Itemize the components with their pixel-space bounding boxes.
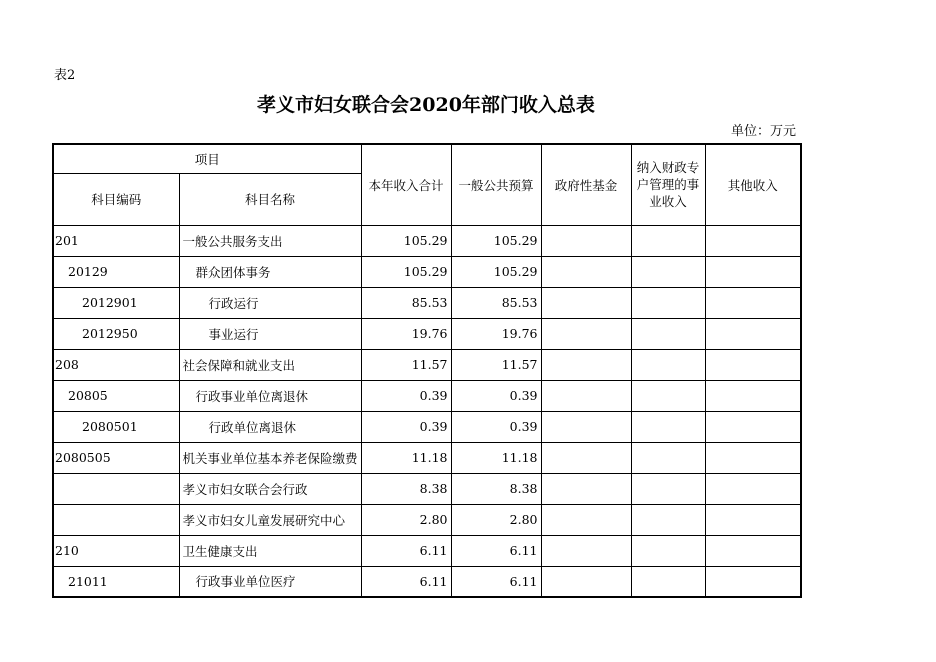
table-row (53, 380, 801, 411)
cell-gov-fund (541, 566, 631, 597)
table-row (53, 442, 801, 473)
cell-special-account (631, 535, 705, 566)
cell-gov-fund (541, 380, 631, 411)
cell-gov-fund (541, 442, 631, 473)
table-row (53, 318, 801, 349)
cell-name: 孝义市妇女儿童发展研究中心 (179, 504, 361, 535)
cell-general-budget: 85.53 (451, 287, 541, 318)
cell-special-account (631, 566, 705, 597)
cell-code: 2080501 (53, 411, 179, 442)
cell-gov-fund (541, 318, 631, 349)
cell-code: 20805 (53, 380, 179, 411)
table-row (53, 225, 801, 256)
cell-other (705, 535, 801, 566)
cell-general-budget: 8.38 (451, 473, 541, 504)
cell-name: 机关事业单位基本养老保险缴费 (179, 442, 361, 473)
cell-gov-fund (541, 411, 631, 442)
table-row (53, 411, 801, 442)
cell-gov-fund (541, 473, 631, 504)
cell-total: 0.39 (361, 380, 451, 411)
cell-code: 208 (53, 349, 179, 380)
table-row (53, 535, 801, 566)
cell-name: 一般公共服务支出 (179, 225, 361, 256)
cell-special-account (631, 411, 705, 442)
cell-special-account (631, 380, 705, 411)
cell-general-budget: 6.11 (451, 566, 541, 597)
cell-gov-fund (541, 287, 631, 318)
cell-name: 事业运行 (179, 318, 361, 349)
header-other: 其他收入 (705, 144, 801, 225)
table-row (53, 256, 801, 287)
cell-total: 6.11 (361, 566, 451, 597)
cell-general-budget: 11.18 (451, 442, 541, 473)
table-body (53, 225, 801, 597)
header-total: 本年收入合计 (361, 144, 451, 225)
cell-code (53, 473, 179, 504)
cell-special-account (631, 473, 705, 504)
table-row (53, 473, 801, 504)
cell-general-budget: 0.39 (451, 411, 541, 442)
cell-special-account (631, 442, 705, 473)
cell-other (705, 380, 801, 411)
cell-special-account (631, 504, 705, 535)
cell-total: 8.38 (361, 473, 451, 504)
cell-special-account (631, 318, 705, 349)
cell-general-budget: 105.29 (451, 256, 541, 287)
cell-other (705, 287, 801, 318)
cell-name: 孝义市妇女联合会行政 (179, 473, 361, 504)
cell-name: 行政事业单位离退休 (179, 380, 361, 411)
table-row (53, 504, 801, 535)
cell-general-budget: 2.80 (451, 504, 541, 535)
cell-total: 11.18 (361, 442, 451, 473)
cell-code: 20129 (53, 256, 179, 287)
header-name: 科目名称 (179, 173, 361, 225)
cell-general-budget: 11.57 (451, 349, 541, 380)
cell-total: 19.76 (361, 318, 451, 349)
cell-total: 105.29 (361, 256, 451, 287)
cell-general-budget: 0.39 (451, 380, 541, 411)
income-table (52, 143, 802, 598)
cell-general-budget: 19.76 (451, 318, 541, 349)
cell-code: 2080505 (53, 442, 179, 473)
cell-code: 2012901 (53, 287, 179, 318)
cell-gov-fund (541, 349, 631, 380)
cell-gov-fund (541, 535, 631, 566)
cell-total: 2.80 (361, 504, 451, 535)
cell-special-account (631, 287, 705, 318)
table-label: 表2 (54, 68, 76, 83)
unit-label: 单位：万元 (730, 124, 796, 139)
cell-special-account (631, 256, 705, 287)
cell-name: 卫生健康支出 (179, 535, 361, 566)
table-row (53, 566, 801, 597)
cell-gov-fund (541, 225, 631, 256)
cell-other (705, 566, 801, 597)
cell-name: 社会保障和就业支出 (179, 349, 361, 380)
page-title: 孝义市妇女联合会2020年部门收入总表 (257, 94, 595, 116)
cell-gov-fund (541, 256, 631, 287)
cell-total: 6.11 (361, 535, 451, 566)
cell-other (705, 225, 801, 256)
cell-other (705, 256, 801, 287)
cell-other (705, 411, 801, 442)
cell-code: 210 (53, 535, 179, 566)
cell-total: 0.39 (361, 411, 451, 442)
header-code: 科目编码 (53, 173, 179, 225)
cell-code (53, 504, 179, 535)
cell-special-account (631, 349, 705, 380)
cell-other (705, 349, 801, 380)
cell-code: 2012950 (53, 318, 179, 349)
cell-other (705, 318, 801, 349)
cell-general-budget: 6.11 (451, 535, 541, 566)
cell-gov-fund (541, 504, 631, 535)
cell-total: 85.53 (361, 287, 451, 318)
cell-total: 105.29 (361, 225, 451, 256)
cell-special-account (631, 225, 705, 256)
table-row (53, 287, 801, 318)
cell-total: 11.57 (361, 349, 451, 380)
cell-other (705, 473, 801, 504)
cell-name: 行政事业单位医疗 (179, 566, 361, 597)
cell-general-budget: 105.29 (451, 225, 541, 256)
header-project: 项目 (53, 144, 361, 173)
cell-name: 群众团体事务 (179, 256, 361, 287)
cell-name: 行政运行 (179, 287, 361, 318)
header-gov-fund: 政府性基金 (541, 144, 631, 225)
cell-other (705, 442, 801, 473)
cell-name: 行政单位离退休 (179, 411, 361, 442)
header-special-account: 纳入财政专户管理的事业收入 (631, 144, 705, 225)
cell-code: 201 (53, 225, 179, 256)
header-general-budget: 一般公共预算 (451, 144, 541, 225)
table-row (53, 349, 801, 380)
cell-code: 21011 (53, 566, 179, 597)
cell-other (705, 504, 801, 535)
